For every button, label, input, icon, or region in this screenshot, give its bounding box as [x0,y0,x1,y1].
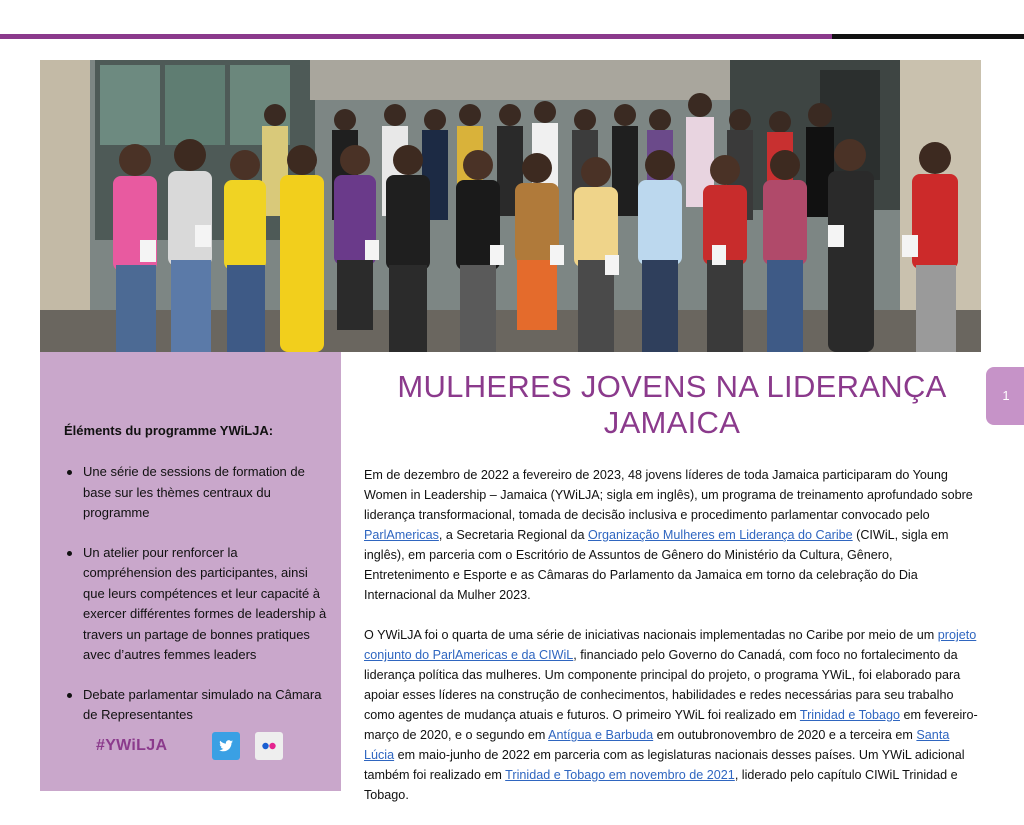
hashtag: #YWiLJA [96,737,168,754]
twitter-button[interactable] [212,732,240,760]
sidebar-title: Éléments du programme YWiLJA: [64,423,274,438]
program-elements-list [64,462,329,745]
antigua-barbuda-link[interactable]: Antígua e Barbuda [548,728,654,742]
list-item: Un atelier pour renforcer la compréhension des participantes, ainsi que leurs compétences et leur capacité à exercer différentes formes de leadership à travers un partage de bonnes pratiques avec d’autres femmes leaders [64,543,329,666]
flickr-icon [255,732,283,760]
joint-project-link[interactable]: projeto conjunto do ParlAmericas e da CIWiL [364,628,977,662]
paragraph-1: Em de dezembro de 2022 a fevereiro de 2023, 48 jovens líderes de toda Jamaica participaram do Young Women in Leadership – Jamaica (YWiLJA; sigla em inglês), um programa de treinamento aprofundado sobre liderança transformacional, tomada de decisão inclusiva e procedimento parlamentar convocado pelo ParlAmericas, a Secretaria Regional da Organização Mulheres em Liderança do Caribe (CIWiL, sigla em inglês), em parceria com o Escritório de Assuntos de Gênero do Ministério da Cultura, Gênero, Entretenimento e Esporte e as Câmaras do Parlamento da Jamaica em torno da celebração do Dia Internacional da Mulher 2023. [364,468,973,602]
header-accent-bar [0,34,832,39]
ciwil-organization-link[interactable]: Organização Mulheres em Liderança do Caribe [588,528,853,542]
trinidad-tobago-link[interactable]: Trinidad e Tobago [799,708,900,722]
program-elements-sidebar [40,352,341,791]
santa-lucia-link[interactable]: Santa Lúcia [364,728,950,762]
twitter-icon [212,732,240,760]
list-item: Debate parlamentar simulado na Câmara de Representantes [64,685,329,726]
header-dark-bar [832,34,1024,39]
trinidad-tobago-2021-link[interactable]: Trinidad e Tobago em novembro de 2021 [505,768,735,782]
paragraph-2: O YWiLJA foi o quarta de uma série de iniciativas nacionais implementadas no Caribe por meio de um projeto conjunto do ParlAmericas e da CIWiL, financiado pelo Governo do Canadá, com foco no fortalecimento da liderança política das mulheres. Um componente principal do projeto, o programa YWiL, foi elaborado para apoiar esses líderes na construção de conhecimentos, habilidades e redes necessárias para seu trabalho como agentes de mudança atuais e futuros. O primeiro YWiL foi realizado em Trinidad e Tobago em fevereiro-março de 2020, e o segundo em Antígua e Barbuda em outubronovembro de 2020 e a terceira em Santa Lúcia em maio-junho de 2022 em parceria com as legislaturas nacionais desses países. Um YWiL adicional também foi realizado em Trinidad e Tobago em novembro de 2021, liderado pelo capítulo CIWiL Trinidad e Tobago. [364,628,978,802]
flickr-button[interactable] [255,732,283,760]
article-body [364,465,978,825]
list-item: Une série de sessions de formation de base sur les thèmes centraux du programme [64,462,329,524]
parlamericas-link[interactable]: ParlAmericas [364,528,439,542]
group-photo [40,60,981,352]
page-number-tab: 1 [986,367,1024,425]
article-title: MULHERES JOVENS NA LIDERANÇA JAMAICA [397,369,947,440]
